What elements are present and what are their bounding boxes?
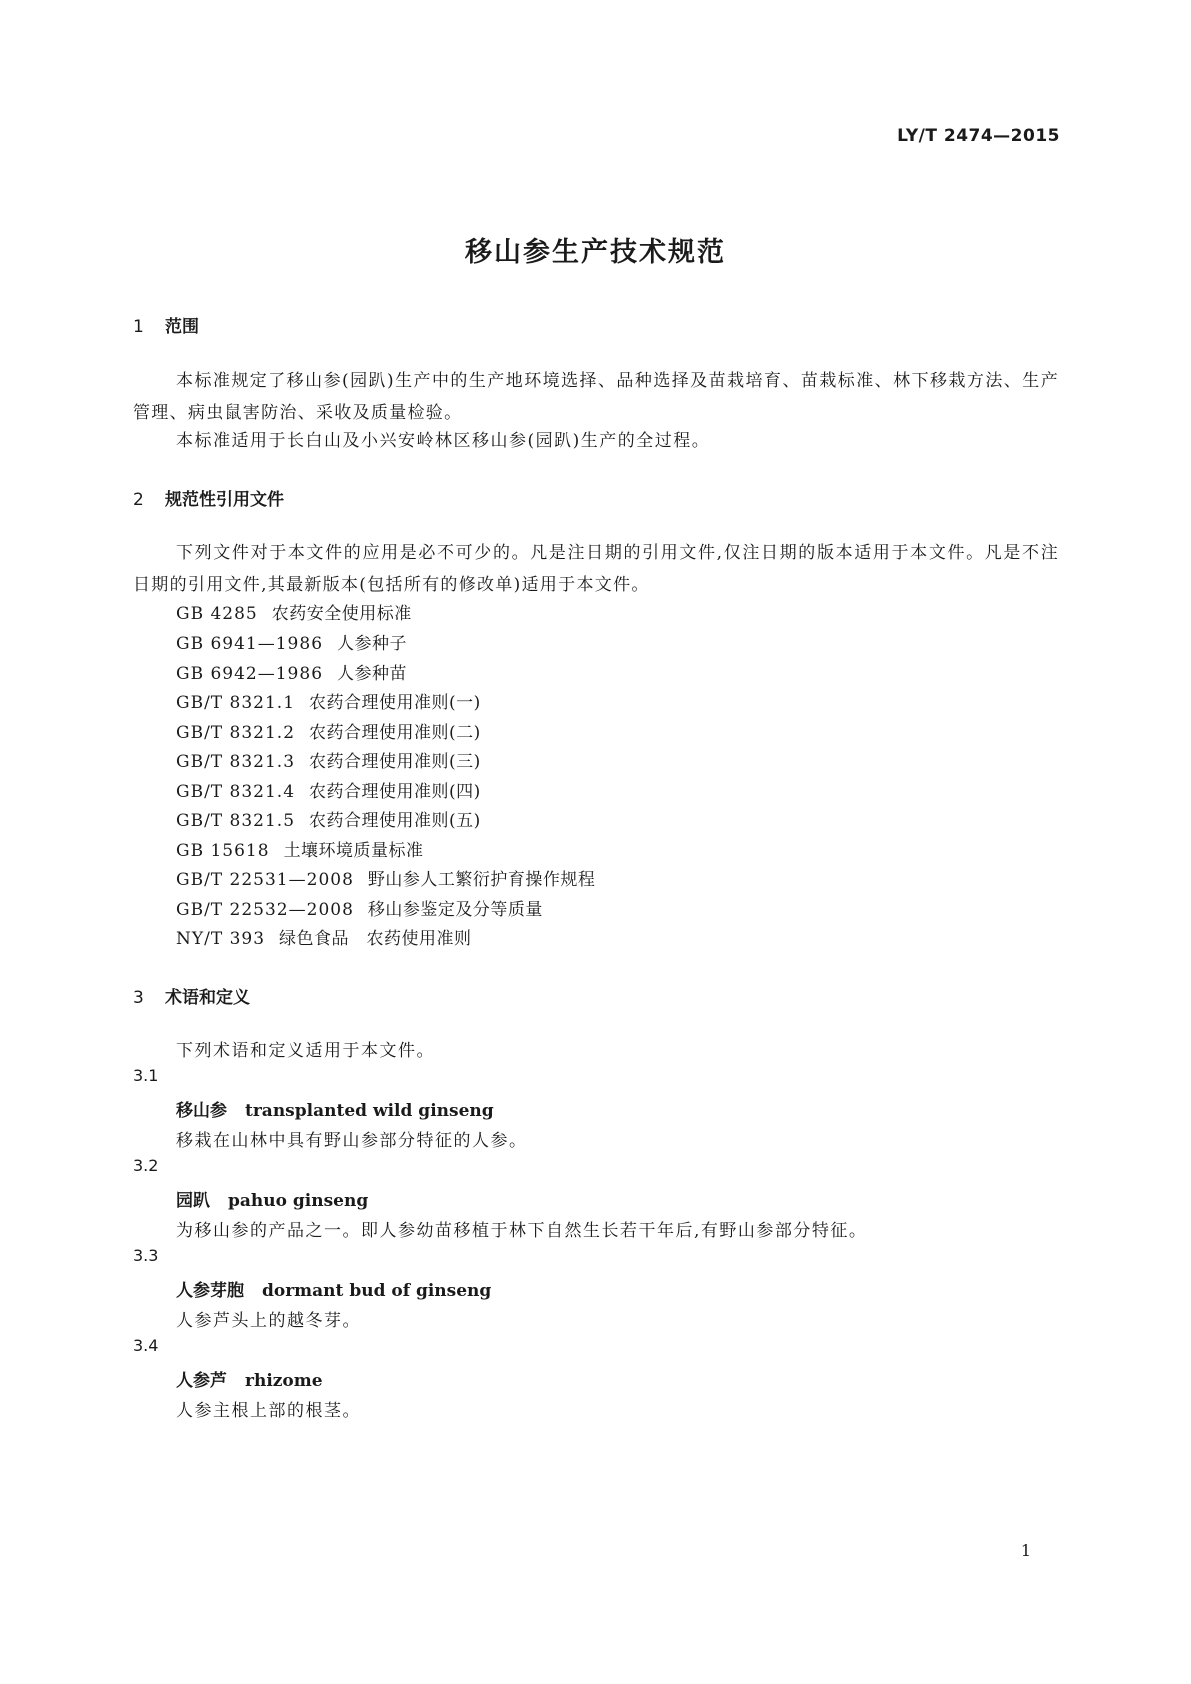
section-1-paragraph-2: 本标准适用于长白山及小兴安岭林区移山参(园趴)生产的全过程。	[176, 431, 711, 451]
reference-item	[176, 718, 481, 743]
reference-code: GB 6942—1986	[176, 664, 324, 684]
term-chinese: 人参芦	[176, 1371, 227, 1391]
reference-title: 农药合理使用准则(五)	[309, 811, 481, 831]
reference-title: 人参种苗	[337, 664, 408, 684]
reference-title: 野山参人工繁衍护育操作规程	[367, 870, 596, 890]
term-definition: 为移山参的产品之一。即人参幼苗移植于林下自然生长若干年后,有野山参部分特征。	[176, 1221, 868, 1241]
page-number: 1	[1020, 1541, 1031, 1560]
section-title: 范围	[165, 317, 199, 337]
reference-code: GB/T 22532—2008	[176, 900, 354, 920]
reference-code: GB/T 8321.5	[176, 811, 296, 831]
reference-title: 绿色食品 农药使用准则	[279, 929, 472, 949]
section-1-heading	[133, 312, 199, 337]
reference-title: 农药安全使用标准	[271, 604, 412, 624]
term-heading	[176, 1096, 494, 1121]
section-2-intro: 下列文件对于本文件的应用是必不可少的。凡是注日期的引用文件,仅注日期的版本适用于本文件。凡是不注日期的引用文件,其最新版本(包括所有的修改单)适用于本文件。	[133, 543, 1059, 595]
reference-item	[176, 629, 407, 654]
reference-code: GB 4285	[176, 604, 258, 624]
term-number: 3.4	[133, 1336, 159, 1355]
section-2-heading	[133, 485, 284, 510]
reference-code: GB/T 8321.3	[176, 752, 296, 772]
term-chinese: 人参芽胞	[176, 1281, 244, 1301]
reference-item	[176, 747, 481, 772]
reference-code: GB 6941—1986	[176, 634, 324, 654]
term-english: pahuo ginseng	[228, 1191, 369, 1211]
term-definition: 人参主根上部的根茎。	[176, 1401, 361, 1421]
term-number: 3.3	[133, 1246, 159, 1265]
document-title: 移山参生产技术规范	[465, 237, 726, 268]
term-heading	[176, 1366, 323, 1391]
standard-code: LY/T 2474—2015	[897, 126, 1060, 146]
section-number: 3	[133, 988, 144, 1008]
reference-item	[176, 599, 412, 624]
reference-title: 农药合理使用准则(四)	[309, 782, 481, 802]
reference-title: 农药合理使用准则(三)	[309, 752, 481, 772]
term-heading	[176, 1186, 368, 1211]
reference-title: 农药合理使用准则(一)	[309, 693, 481, 713]
section-number: 2	[133, 490, 144, 510]
term-english: dormant bud of ginseng	[262, 1281, 492, 1301]
section-3-heading	[133, 983, 250, 1008]
reference-code: GB/T 8321.2	[176, 723, 296, 743]
section-title: 规范性引用文件	[165, 490, 284, 510]
reference-code: GB/T 22531—2008	[176, 870, 354, 890]
section-number: 1	[133, 317, 144, 337]
reference-title: 人参种子	[337, 634, 408, 654]
term-definition: 移栽在山林中具有野山参部分特征的人参。	[176, 1131, 528, 1151]
reference-item	[176, 777, 481, 802]
term-english: rhizome	[245, 1371, 323, 1391]
reference-item	[176, 895, 543, 920]
reference-code: NY/T 393	[176, 929, 266, 949]
section-3-intro: 下列术语和定义适用于本文件。	[176, 1041, 435, 1061]
term-chinese: 园趴	[176, 1191, 210, 1211]
reference-code: GB 15618	[176, 841, 270, 861]
term-definition: 人参芦头上的越冬芽。	[176, 1311, 361, 1331]
term-number: 3.1	[133, 1066, 159, 1085]
term-chinese: 移山参	[176, 1101, 227, 1121]
section-1-paragraph-1: 本标准规定了移山参(园趴)生产中的生产地环境选择、品种选择及苗栽培育、苗栽标准、林下移栽方法、生产管理、病虫鼠害防治、采收及质量检验。	[133, 371, 1059, 423]
reference-item	[176, 836, 424, 861]
reference-title: 移山参鉴定及分等质量	[367, 900, 543, 920]
reference-item	[176, 865, 595, 890]
reference-title: 农药合理使用准则(二)	[309, 723, 481, 743]
reference-item	[176, 806, 481, 831]
section-title: 术语和定义	[165, 988, 250, 1008]
reference-title: 土壤环境质量标准	[283, 841, 424, 861]
term-number: 3.2	[133, 1156, 159, 1175]
reference-code: GB/T 8321.4	[176, 782, 296, 802]
reference-item	[176, 688, 481, 713]
term-heading	[176, 1276, 491, 1301]
reference-item	[176, 659, 407, 684]
term-english: transplanted wild ginseng	[245, 1101, 494, 1121]
reference-item	[176, 924, 472, 949]
reference-code: GB/T 8321.1	[176, 693, 296, 713]
